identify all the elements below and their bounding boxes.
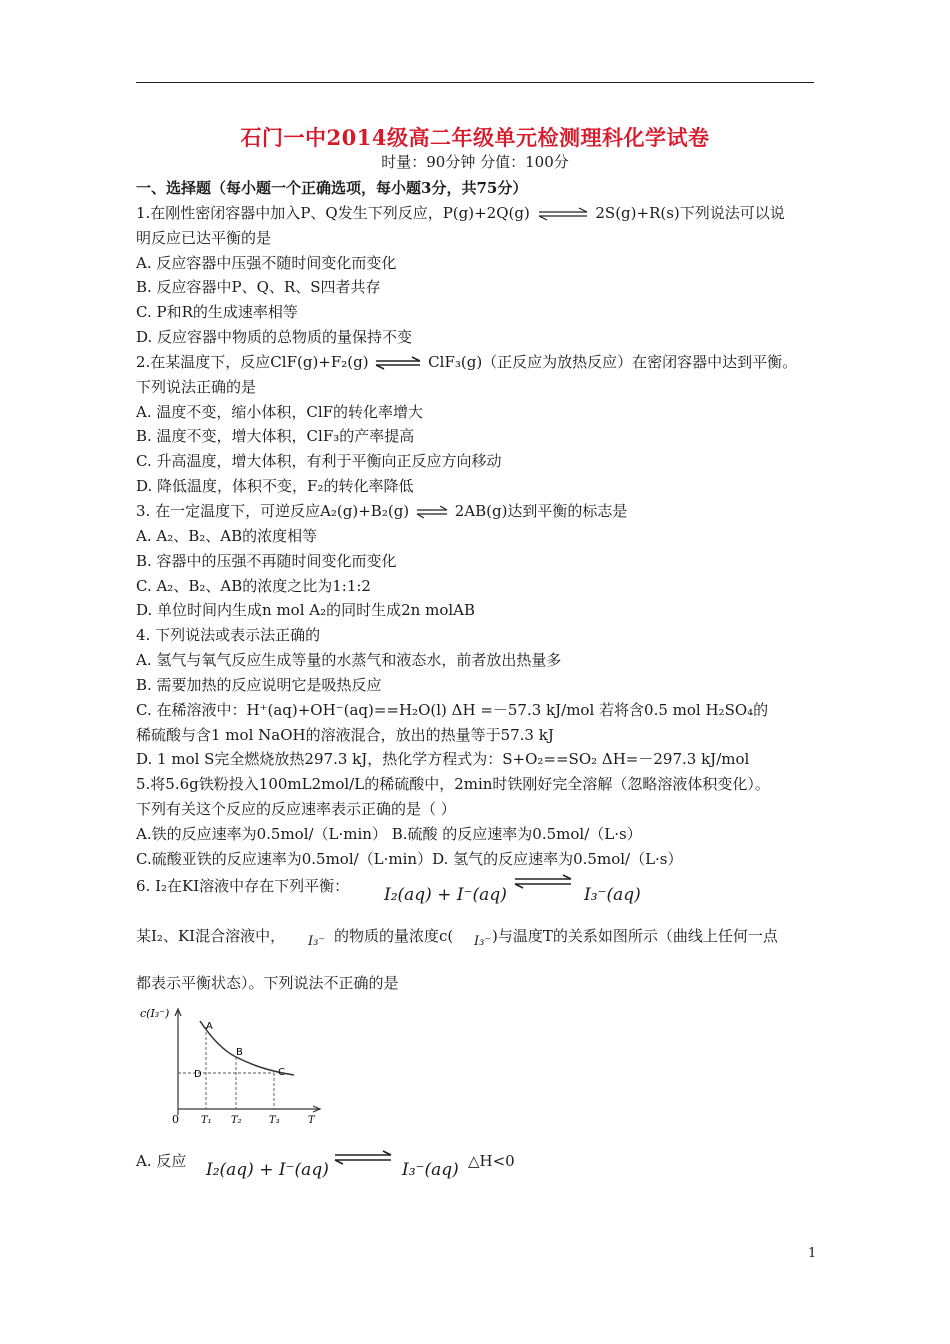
q3-stem-part-b: 2AB(g)达到平衡的标志是: [454, 502, 628, 520]
q1-stem-line1: [136, 203, 785, 223]
q3-option-a: A. A₂、B₂、AB的浓度相等: [136, 527, 318, 545]
q6-stem-part-b2: 的物质的量浓度c(: [334, 927, 454, 945]
q4-stem: 4. 下列说法或表示法正确的: [136, 626, 321, 644]
q6-stem-part-a: 6. I₂在KI溶液中存在下列平衡：: [136, 877, 350, 895]
figure-point-b: B: [236, 1047, 243, 1058]
q4-option-c-line1: C. 在稀溶液中：H⁺(aq)+OH⁻(aq)==H₂O(l) ΔH =－57.3 kJ/mol 若将含0.5 mol H₂SO₄的: [136, 701, 769, 719]
q6-stem-line2: [136, 926, 285, 946]
q3-stem-part-a: 3. 在一定温度下，可逆反应A₂(g)+B₂(g): [136, 502, 410, 520]
header-rule: [136, 82, 814, 83]
figure-xlabel: T: [308, 1115, 315, 1126]
q6-stem-part-b3: )与温度T的关系如图所示（曲线上任何一点: [492, 927, 778, 945]
q4-option-c-line2: 稀硫酸与含1 mol NaOH的溶液混合，放出的热量等于57.3 kJ: [136, 726, 554, 744]
equilibrium-arrow-icon: [535, 207, 591, 221]
temperature-concentration-figure: [140, 1005, 330, 1127]
equilibrium-arrow-icon: [373, 356, 423, 370]
q6-i3-species: I₃⁻: [474, 934, 492, 949]
equilibrium-arrow-icon: [512, 874, 574, 890]
q2-stem-line1: [136, 352, 797, 372]
q4-option-d: D. 1 mol S完全燃烧放热297.3 kJ，热化学方程式为：S+O₂==SO₂ ΔH=－297.3 kJ/mol: [136, 750, 750, 768]
q2-option-a: A. 温度不变，缩小体积，ClF的转化率增大: [136, 403, 424, 421]
equilibrium-arrow-icon: [414, 505, 450, 519]
q6-stem-line1: [136, 876, 349, 896]
figure-ylabel: c(I₃⁻): [140, 1007, 170, 1020]
exam-subtitle: 时量：90分钟 分值：100分: [381, 153, 569, 171]
q2-stem-line2: 下列说法正确的是: [136, 378, 257, 396]
figure-point-d: D: [194, 1069, 202, 1080]
q6-reactants: I₂(aq) + I⁻(aq): [384, 885, 507, 905]
q6-option-a-reactants: I₂(aq) + I⁻(aq): [206, 1160, 329, 1180]
q3-option-b: B. 容器中的压强不再随时间变化而变化: [136, 552, 397, 570]
q1-stem-line2: 明反应已达平衡的是: [136, 229, 272, 247]
figure-tick-t3: T₃: [269, 1115, 280, 1126]
q5-options-ab: A.铁的反应速率为0.5mol/（L·min） B.硫酸 的反应速率为0.5mol/（L·s）: [136, 825, 642, 843]
q6-option-a-product: I₃⁻(aq): [402, 1160, 459, 1180]
q1-stem-part-b: 2S(g)+R(s)下列说法可以说: [595, 204, 785, 222]
figure-tick-t1: T₁: [201, 1115, 212, 1126]
q6-product: I₃⁻(aq): [584, 885, 641, 905]
q6-stem-part-b1: 某I₂、KI混合溶液中，: [136, 927, 286, 945]
q6-option-a-enthalpy: △H<0: [468, 1152, 515, 1170]
q5-stem-line2: 下列有关这个反应的反应速率表示正确的是（ ）: [136, 800, 456, 818]
section-heading: 一、选择题（每小题一个正确选项，每小题3分，共75分）: [136, 179, 528, 197]
q3-option-d: D. 单位时间内生成n mol A₂的同时生成2n molAB: [136, 601, 476, 619]
equilibrium-arrow-icon: [332, 1150, 394, 1166]
figure-tick-t2: T₂: [231, 1115, 242, 1126]
q2-option-c: C. 升高温度，增大体积，有利于平衡向正反应方向移动: [136, 452, 502, 470]
q5-stem-line1: 5.将5.6g铁粉投入100mL2mol/L的稀硫酸中，2min时铁刚好完全溶解（忽略溶液体积变化）。: [136, 775, 770, 793]
q1-stem-part-a: 1.在刚性密闭容器中加入P、Q发生下列反应，P(g)+2Q(g): [136, 204, 530, 222]
q1-option-d: D. 反应容器中物质的总物质的量保持不变: [136, 328, 413, 346]
q2-option-b: B. 温度不变，增大体积，ClF₃的产率提高: [136, 427, 415, 445]
exam-title: 石门一中2014级高二年级单元检测理科化学试卷: [240, 125, 710, 150]
q3-stem-line1: [136, 501, 627, 521]
q6-stem-line3: 都表示平衡状态）。下列说法不正确的是: [136, 974, 399, 992]
q1-option-b: B. 反应容器中P、Q、R、S四者共存: [136, 278, 381, 296]
q2-stem-part-b: ClF₃(g)（正反应为放热反应）在密闭容器中达到平衡。: [428, 353, 798, 371]
q2-option-d: D. 降低温度，体积不变，F₂的转化率降低: [136, 477, 414, 495]
page-number: 1: [808, 1246, 817, 1261]
figure-origin: 0: [172, 1113, 179, 1126]
figure-point-a: A: [206, 1021, 213, 1032]
q3-option-c: C. A₂、B₂、AB的浓度之比为1:1:2: [136, 577, 371, 595]
q4-option-a: A. 氢气与氧气反应生成等量的水蒸气和液态水，前者放出热量多: [136, 651, 562, 669]
q4-option-b: B. 需要加热的反应说明它是吸热反应: [136, 676, 382, 694]
q2-stem-part-a: 2.在某温度下，反应ClF(g)+F₂(g): [136, 353, 369, 371]
q6-option-a-prefix: A. 反应: [136, 1152, 187, 1170]
q5-options-cd: C.硫酸亚铁的反应速率为0.5mol/（L·min）D. 氢气的反应速率为0.5mol/（L·s）: [136, 850, 683, 868]
q6-i3-species: I₃⁻: [308, 934, 326, 949]
q1-option-c: C. P和R的生成速率相等: [136, 303, 298, 321]
q1-option-a: A. 反应容器中压强不随时间变化而变化: [136, 254, 397, 272]
figure-point-c: C: [278, 1067, 285, 1078]
